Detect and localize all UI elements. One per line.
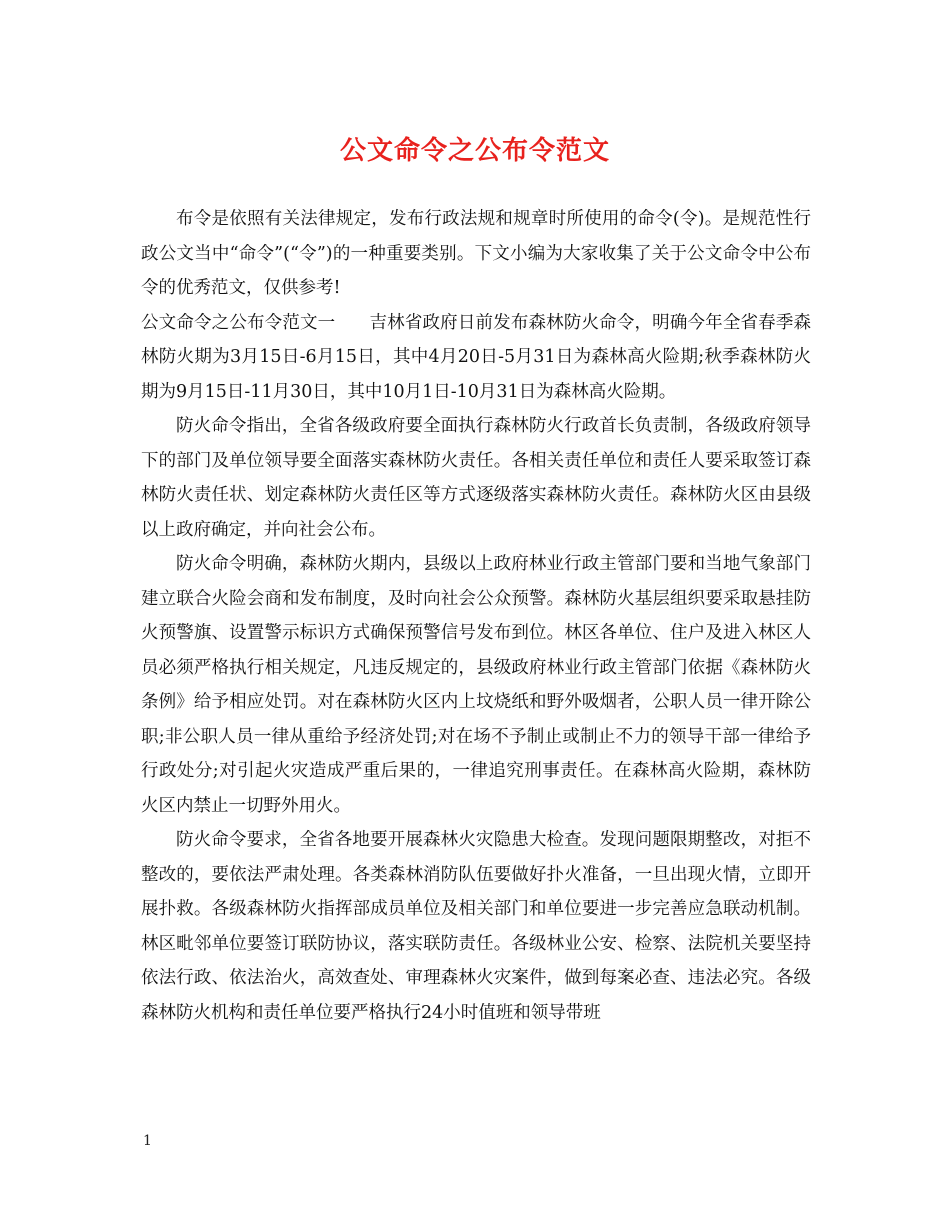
document-title: 公文命令之公布令范文 (339, 136, 610, 166)
section-label: 公文命令之公布令范文一 (141, 312, 336, 333)
section-first-paragraph: 吉林省政府日前发布森林防火命令，明确今年全省春季森林防火期为3月15日-6月15日，其中4月20日-5月31日为森林高火险期;秋季森林防火期为9月15日-11月30日，其中10月1日-10月31日为森林高火险期。 (141, 312, 812, 402)
page-number: 1 (143, 1133, 152, 1149)
document-body (141, 202, 811, 1030)
section-paragraph (141, 306, 811, 410)
body-paragraph: 防火命令要求，全省各地要开展森林火灾隐患大检查。发现问题限期整改，对拒不整改的，要依法严肃处理。各类森林消防队伍要做好扑火准备，一旦出现火情，立即开展扑救。各级森林防火指挥部成员单位及相关部门和单位要进一步完善应急联动机制。林区毗邻单位要签订联防协议，落实联防责任。各级林业公安、检察、法院机关要坚持依法行政、依法治火，高效查处、审理森林火灾案件，做到每案必查、违法必究。各级森林防火机构和责任单位要严格执行24小时值班和领导带班 (141, 830, 811, 1023)
body-paragraph: 防火命令明确，森林防火期内，县级以上政府林业行政主管部门要和当地气象部门建立联合火险会商和发布制度，及时向社会公众预警。森林防火基层组织要采取悬挂防火预警旗、设置警示标识方式确保预警信号发布到位。林区各单位、住户及进入林区人员必须严格执行相关规定，凡违反规定的，县级政府林业行政主管部门依据《森林防火条例》给予相应处罚。对在森林防火区内上坟烧纸和野外吸烟者，公职人员一律开除公职;非公职人员一律从重给予经济处罚;对在场不予制止或制止不力的领导干部一律给予行政处分;对引起火灾造成严重后果的，一律追究刑事责任。在森林高火险期，森林防火区内禁止一切野外用火。 (141, 554, 811, 816)
intro-paragraph: 布令是依照有关法律规定，发布行政法规和规章时所使用的命令(令)。是规范性行政公文当中“命令”(“令”)的一种重要类别。下文小编为大家收集了关于公文命令中公布令的优秀范文，仅供参考! (141, 209, 811, 298)
body-paragraph: 防火命令指出，全省各级政府要全面执行森林防火行政首长负责制，各级政府领导下的部门及单位领导要全面落实森林防火责任。各相关责任单位和责任人要采取签订森林防火责任状、划定森林防火责任区等方式逐级落实森林防火责任。森林防火区由县级以上政府确定，并向社会公布。 (141, 416, 811, 540)
